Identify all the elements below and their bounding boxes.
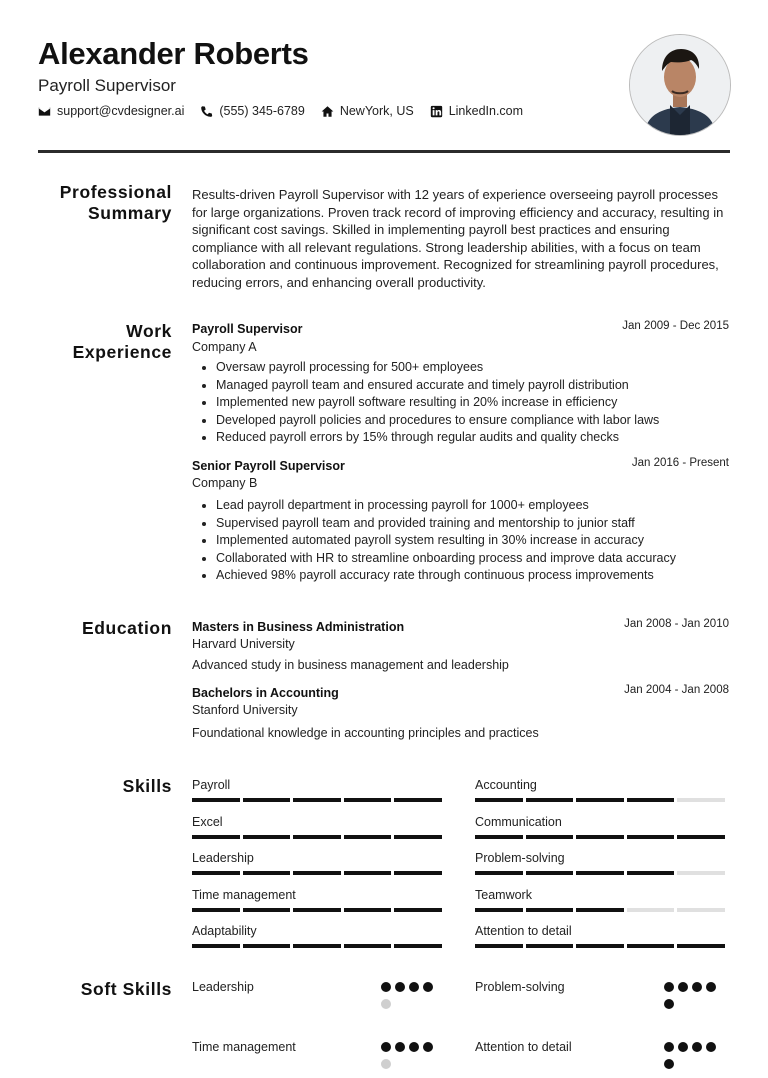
rating-dot — [664, 1042, 674, 1052]
degree-title: Bachelors in Accounting — [192, 686, 339, 700]
rating-dot — [409, 982, 419, 992]
rating-dot — [692, 1042, 702, 1052]
rating-dot — [678, 982, 688, 992]
skill-level-segment — [243, 908, 291, 912]
skill-level-segment — [526, 835, 574, 839]
education-dates: Jan 2004 - Jan 2008 — [624, 684, 729, 696]
skill-label: Accounting — [475, 778, 537, 792]
rating-dot — [381, 1042, 391, 1052]
job-bullet: • Collaborated with HR to streamline onboarding process and improve data accuracy — [216, 550, 736, 568]
soft-skill-label: Leadership — [192, 980, 254, 994]
candidate-role: Payroll Supervisor — [38, 76, 176, 95]
skill-level-segment — [293, 798, 341, 802]
soft-skill-label: Time management — [192, 1040, 296, 1054]
contact-linkedin[interactable] — [430, 104, 523, 118]
rating-dot — [395, 1042, 405, 1052]
contact-email[interactable] — [38, 104, 184, 118]
rating-dot — [409, 1042, 419, 1052]
job-bullet: • Achieved 98% payroll accuracy rate through continuous process improvements — [216, 567, 736, 585]
skill-level-segment — [192, 835, 240, 839]
skill-level-segment — [677, 798, 725, 802]
skill-level-segment — [192, 944, 240, 948]
phone-icon — [200, 105, 213, 118]
soft-skill-label: Problem-solving — [475, 980, 565, 994]
rating-dot — [381, 999, 391, 1009]
skill-level-bar — [475, 944, 728, 948]
rating-dot — [395, 982, 405, 992]
skill-level-segment — [344, 798, 392, 802]
location-text: NewYork, US — [339, 104, 414, 118]
rating-dot — [678, 1042, 688, 1052]
skill-level-segment — [627, 871, 675, 875]
home-icon — [321, 105, 334, 118]
rating-dot — [423, 982, 433, 992]
job-bullets — [192, 497, 736, 585]
job-bullets — [192, 359, 736, 447]
profile-photo — [629, 34, 731, 136]
skill-level-segment — [576, 944, 624, 948]
skill-level-segment — [576, 798, 624, 802]
email-text: support@cvdesigner.ai — [57, 104, 185, 118]
job-bullet: • Implemented new payroll software resulting in 20% increase in efficiency — [216, 394, 736, 412]
job-company: Company A — [192, 340, 257, 354]
skill-level-segment — [677, 908, 725, 912]
job-bullet: • Developed payroll policies and procedures to ensure compliance with labor laws — [216, 412, 736, 430]
skill-level-segment — [526, 871, 574, 875]
job-dates: Jan 2009 - Dec 2015 — [622, 320, 729, 332]
school-name: Harvard University — [192, 637, 295, 651]
rating-dot — [692, 982, 702, 992]
skill-level-segment — [627, 835, 675, 839]
skill-label: Communication — [475, 814, 562, 829]
skill-level-segment — [243, 835, 291, 839]
skill-label: Problem-solving — [475, 851, 565, 866]
contact-row — [38, 104, 539, 118]
skill-level-segment — [293, 871, 341, 875]
skill-level-segment — [475, 944, 523, 948]
skill-level-segment — [293, 944, 341, 948]
skill-level-bar — [192, 871, 445, 875]
rating-dot — [706, 1042, 716, 1052]
skill-level-segment — [243, 871, 291, 875]
skill-level-segment — [394, 871, 442, 875]
skill-level-segment — [627, 798, 675, 802]
rating-dot — [381, 1059, 391, 1069]
section-title-skills: Skills — [122, 776, 172, 796]
soft-skill-rating — [381, 982, 441, 1016]
job-company: Company B — [192, 476, 258, 490]
skill-level-bar — [475, 835, 728, 839]
job-title: Senior Payroll Supervisor — [192, 459, 345, 473]
skill-level-segment — [192, 871, 240, 875]
rating-dot — [423, 1042, 433, 1052]
skill-level-segment — [475, 835, 523, 839]
job-bullet: • Supervised payroll team and provided training and mentorship to junior staff — [216, 515, 736, 533]
skill-level-segment — [344, 835, 392, 839]
skill-level-segment — [243, 944, 291, 948]
phone-text: (555) 345-6789 — [219, 104, 305, 118]
envelope-icon — [38, 105, 51, 118]
education-description: Foundational knowledge in accounting principles and practices — [192, 726, 539, 740]
skill-level-segment — [627, 944, 675, 948]
skill-level-segment — [677, 871, 725, 875]
job-dates: Jan 2016 - Present — [631, 457, 729, 469]
skill-level-segment — [344, 944, 392, 948]
skill-label: Adaptability — [192, 924, 257, 939]
skill-label: Teamwork — [475, 887, 532, 902]
summary-text: Results-driven Payroll Supervisor with 12 years of experience overseeing payroll processes for large organizations. Proven track record of improving efficiency and accuracy, resulting in significant cost savings. Skilled in implementing payroll best practices and ensuring compliance with all relevant regulations. Strong leadership abilities, with a focus on team collaboration and continuous improvement. Recognized for streamlining payroll procedures, reducing errors, and enhancing overall productivity. — [192, 187, 724, 290]
skill-level-segment — [576, 908, 624, 912]
candidate-name: Alexander Roberts — [38, 36, 309, 71]
skill-level-segment — [293, 908, 341, 912]
skill-level-segment — [576, 835, 624, 839]
linkedin-text: LinkedIn.com — [448, 104, 524, 118]
rating-dot — [664, 999, 674, 1009]
skill-level-segment — [475, 908, 523, 912]
job-title: Payroll Supervisor — [192, 322, 303, 336]
section-title-soft-skills: Soft Skills — [80, 979, 172, 999]
rating-dot — [664, 982, 674, 992]
job-bullet: • Oversaw payroll processing for 500+ employees — [216, 359, 736, 377]
skill-level-segment — [192, 908, 240, 912]
section-title-summary: Professional Summary — [59, 182, 172, 223]
skill-level-bar — [192, 944, 445, 948]
soft-skill-rating — [381, 1042, 441, 1076]
skill-level-segment — [394, 798, 442, 802]
skill-level-bar — [192, 835, 445, 839]
education-description: Advanced study in business management and leadership — [192, 658, 509, 672]
skill-level-segment — [394, 908, 442, 912]
skill-level-segment — [576, 871, 624, 875]
skill-level-segment — [293, 835, 341, 839]
skill-level-segment — [526, 944, 574, 948]
skill-level-segment — [394, 835, 442, 839]
skill-level-segment — [243, 798, 291, 802]
rating-dot — [706, 982, 716, 992]
header-divider — [38, 150, 730, 153]
section-title-education: Education — [82, 618, 172, 638]
skill-level-bar — [192, 798, 445, 802]
skill-label: Excel — [192, 814, 223, 829]
skill-level-bar — [192, 908, 445, 912]
skill-level-segment — [475, 871, 523, 875]
contact-phone[interactable] — [200, 104, 304, 118]
skill-label: Attention to detail — [475, 924, 572, 939]
skill-level-segment — [192, 798, 240, 802]
skill-level-segment — [344, 871, 392, 875]
skill-label: Time management — [192, 887, 296, 902]
skill-level-bar — [475, 871, 728, 875]
skill-level-segment — [394, 944, 442, 948]
job-bullet: • Implemented automated payroll system resulting in 30% increase in accuracy — [216, 532, 736, 550]
rating-dot — [664, 1059, 674, 1069]
school-name: Stanford University — [192, 703, 298, 717]
soft-skill-label: Attention to detail — [475, 1040, 572, 1054]
skill-label: Leadership — [192, 851, 254, 866]
skill-level-segment — [627, 908, 675, 912]
soft-skill-rating — [664, 982, 724, 1016]
degree-title: Masters in Business Administration — [192, 620, 405, 634]
job-bullet: • Managed payroll team and ensured accurate and timely payroll distribution — [216, 377, 736, 395]
skill-level-segment — [526, 798, 574, 802]
skill-level-segment — [677, 944, 725, 948]
skill-level-segment — [526, 908, 574, 912]
skill-label: Payroll — [192, 778, 231, 792]
job-bullet: • Lead payroll department in processing payroll for 1000+ employees — [216, 497, 736, 515]
skill-level-segment — [344, 908, 392, 912]
soft-skill-rating — [664, 1042, 724, 1076]
rating-dot — [381, 982, 391, 992]
skill-level-segment — [475, 798, 523, 802]
education-dates: Jan 2008 - Jan 2010 — [624, 618, 729, 630]
skill-level-segment — [677, 835, 725, 839]
skill-level-bar — [475, 908, 728, 912]
job-bullet: • Reduced payroll errors by 15% through regular audits and quality checks — [216, 429, 736, 447]
skill-level-bar — [475, 798, 728, 802]
linkedin-icon — [430, 105, 443, 118]
contact-location — [321, 104, 414, 118]
section-title-experience: Work Experience — [72, 321, 172, 362]
